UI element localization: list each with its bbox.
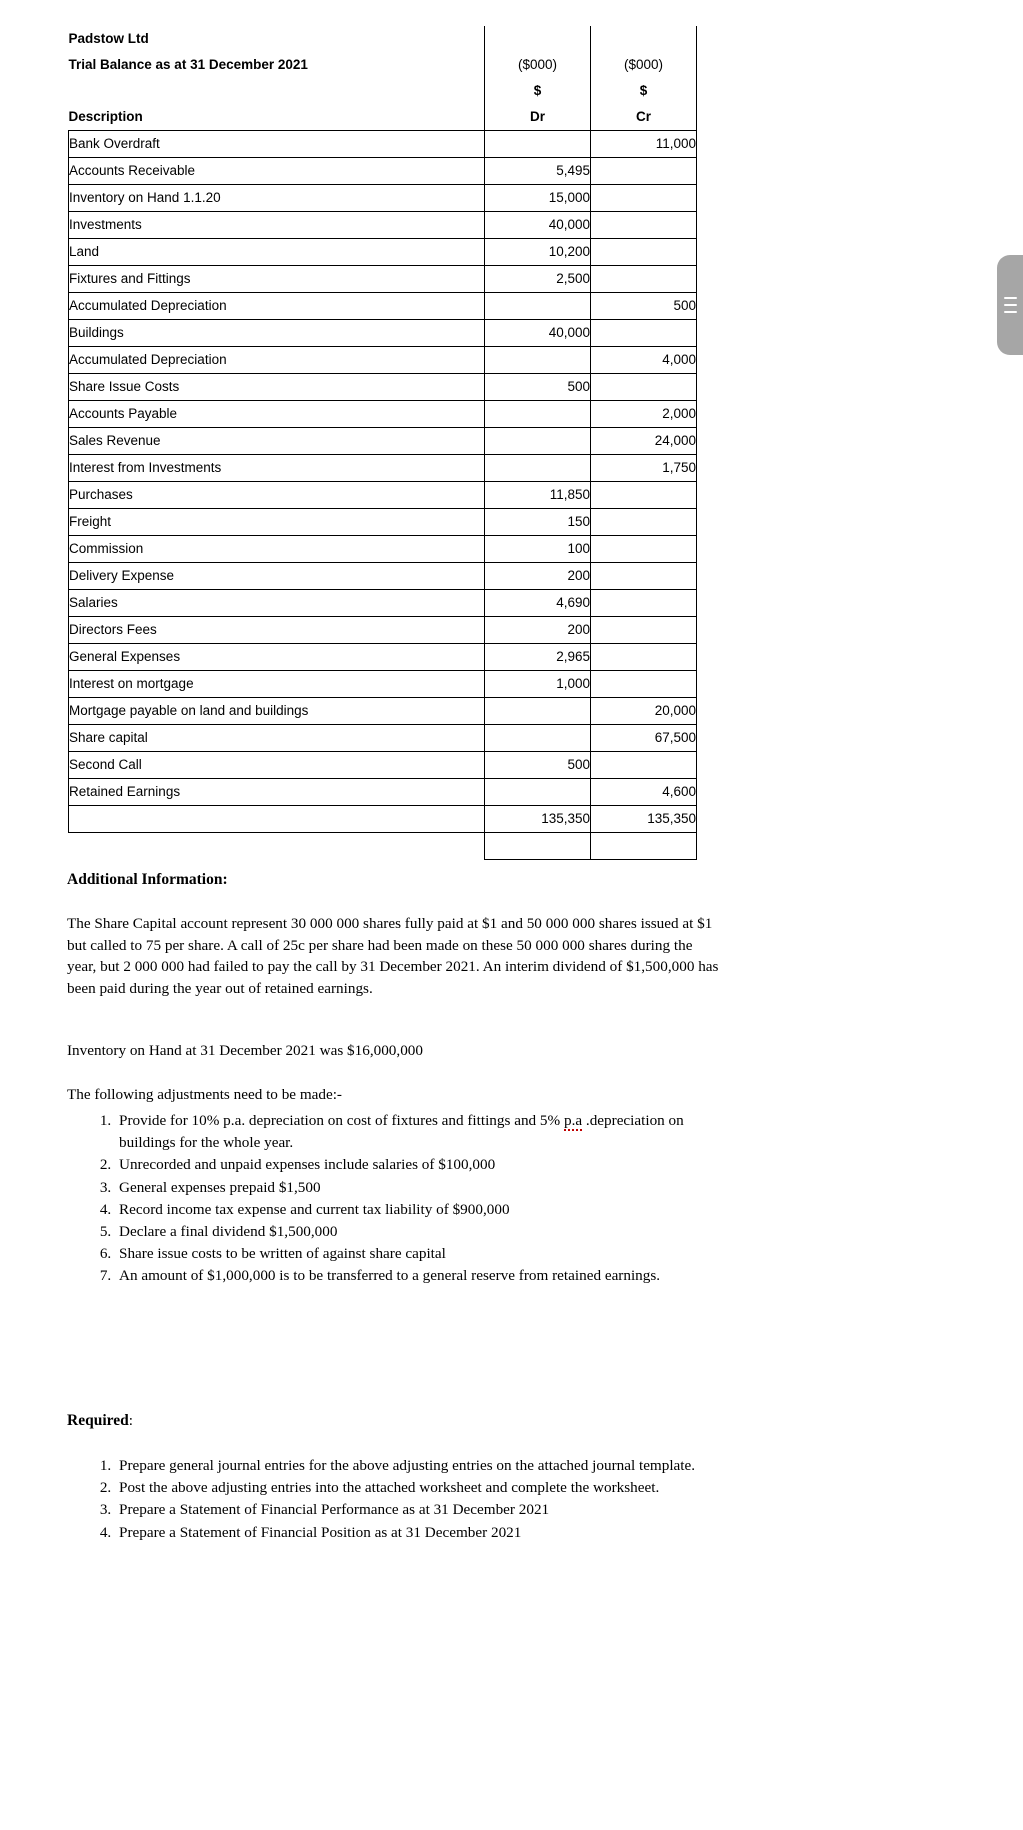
adjustments-list-wrap [67, 1110, 867, 1288]
dr-currency-symbol: $ [485, 78, 591, 104]
row-debit-amount [485, 131, 591, 158]
row-debit-amount [485, 428, 591, 455]
header-blank-cell [69, 78, 485, 104]
row-credit-amount [591, 536, 697, 563]
table-row [69, 320, 697, 347]
table-row [69, 509, 697, 536]
row-description: Land [69, 239, 485, 266]
table-header-row-columns [69, 104, 697, 131]
row-debit-amount: 2,500 [485, 266, 591, 293]
cr-column-spacer-top [591, 26, 697, 52]
row-description [69, 833, 485, 860]
row-description: Interest on mortgage [69, 671, 485, 698]
table-row [69, 698, 697, 725]
adjustments-intro: The following adjustments need to be made:- [67, 1086, 342, 1103]
row-credit-amount [591, 239, 697, 266]
row-credit-amount [591, 374, 697, 401]
row-description [69, 806, 485, 833]
share-capital-line-1: The Share Capital account represent 30 000 000 shares fully paid at $1 and 50 000 000 shares issued at $1 [67, 915, 713, 932]
row-credit-amount: 24,000 [591, 428, 697, 455]
row-description: Delivery Expense [69, 563, 485, 590]
row-credit-amount [591, 509, 697, 536]
row-credit-amount: 67,500 [591, 725, 697, 752]
row-credit-amount [591, 158, 697, 185]
required-heading: Required [67, 1412, 129, 1429]
cr-currency-symbol: $ [591, 78, 697, 104]
share-capital-line-2: but called to 75 per share. A call of 25c per share had been made on these 50 000 000 shares during the [67, 936, 693, 954]
row-debit-amount: 15,000 [485, 185, 591, 212]
row-credit-amount [591, 482, 697, 509]
row-debit-amount: 40,000 [485, 320, 591, 347]
row-description: Retained Earnings [69, 779, 485, 806]
row-debit-amount [485, 779, 591, 806]
table-row [69, 401, 697, 428]
row-credit-amount [591, 671, 697, 698]
row-description: Buildings [69, 320, 485, 347]
row-debit-amount: 10,200 [485, 239, 591, 266]
table-row [69, 428, 697, 455]
table-row [69, 347, 697, 374]
adjustment-item: 5. Declare a final dividend $1,500,000 [115, 1221, 867, 1243]
row-description: Accumulated Depreciation [69, 347, 485, 374]
required-heading-wrap [67, 1410, 867, 1432]
required-task-item: 1. Prepare general journal entries for the above adjusting entries on the attached journal template. [115, 1455, 867, 1477]
row-debit-amount: 1,000 [485, 671, 591, 698]
required-task-item: 4. Prepare a Statement of Financial Position as at 31 December 2021 [115, 1522, 867, 1544]
trial-balance-container [68, 26, 696, 860]
table-header-row-company [69, 26, 697, 52]
table-row [69, 617, 697, 644]
adjustments-list [67, 1110, 867, 1288]
row-credit-amount [591, 590, 697, 617]
adjustment-item: 2. Unrecorded and unpaid expenses include salaries of $100,000 [115, 1154, 867, 1176]
row-credit-amount [591, 266, 697, 293]
row-description: Inventory on Hand 1.1.20 [69, 185, 485, 212]
table-row [69, 536, 697, 563]
adjustment-item: 3. General expenses prepaid $1,500 [115, 1177, 867, 1199]
row-credit-amount: 500 [591, 293, 697, 320]
row-debit-amount [485, 347, 591, 374]
table-row [69, 131, 697, 158]
table-totals-row [69, 806, 697, 833]
table-header-row-title [69, 52, 697, 78]
table-row [69, 482, 697, 509]
handle-bar-2 [1004, 304, 1017, 306]
row-description: Accounts Receivable [69, 158, 485, 185]
dr-column-spacer-top [485, 26, 591, 52]
table-row [69, 671, 697, 698]
table-row [69, 725, 697, 752]
row-description: Purchases [69, 482, 485, 509]
row-credit-amount: 4,600 [591, 779, 697, 806]
row-credit-amount: 11,000 [591, 131, 697, 158]
row-debit-amount: 4,690 [485, 590, 591, 617]
row-description: Freight [69, 509, 485, 536]
table-row [69, 293, 697, 320]
row-description: Accounts Payable [69, 401, 485, 428]
row-debit-amount [485, 725, 591, 752]
row-credit-amount [591, 752, 697, 779]
row-credit-amount: 135,350 [591, 806, 697, 833]
table-trailing-row [69, 833, 697, 860]
row-debit-amount: 500 [485, 752, 591, 779]
required-task-item: 2. Post the above adjusting entries into the attached worksheet and complete the worksheet. [115, 1477, 867, 1499]
required-heading-colon: : [128, 1412, 133, 1429]
row-debit-amount: 100 [485, 536, 591, 563]
adjustment-text-cont: .depreciation on [582, 1112, 684, 1129]
row-debit-amount [485, 455, 591, 482]
table-row [69, 158, 697, 185]
adjustment-item: 6. Share issue costs to be written of against share capital [115, 1243, 867, 1265]
trial-balance-table [68, 26, 697, 860]
row-description: Share capital [69, 725, 485, 752]
row-debit-amount: 135,350 [485, 806, 591, 833]
adjustment-text-line2: buildings for the whole year. [119, 1134, 294, 1152]
row-credit-amount [591, 833, 697, 860]
row-debit-amount [485, 401, 591, 428]
table-header-row-currency [69, 78, 697, 104]
row-debit-amount [485, 698, 591, 725]
row-description: Accumulated Depreciation [69, 293, 485, 320]
row-description: Mortgage payable on land and buildings [69, 698, 485, 725]
company-name: Padstow Ltd [68, 31, 149, 47]
description-column-header: Description [68, 109, 143, 125]
table-row [69, 590, 697, 617]
row-credit-amount [591, 563, 697, 590]
hamburger-drag-handle-icon[interactable] [997, 255, 1023, 355]
cr-units-label: ($000) [591, 52, 697, 78]
row-debit-amount [485, 293, 591, 320]
row-description: Interest from Investments [69, 455, 485, 482]
row-description: Second Call [69, 752, 485, 779]
row-debit-amount: 150 [485, 509, 591, 536]
row-description: Sales Revenue [69, 428, 485, 455]
row-debit-amount: 11,850 [485, 482, 591, 509]
row-description: Commission [69, 536, 485, 563]
row-credit-amount: 20,000 [591, 698, 697, 725]
row-debit-amount: 5,495 [485, 158, 591, 185]
inventory-paragraph: Inventory on Hand at 31 December 2021 was $16,000,000 [67, 1042, 423, 1059]
adjustment-item [115, 1110, 867, 1154]
row-credit-amount: 1,750 [591, 455, 697, 482]
table-row [69, 563, 697, 590]
row-debit-amount: 2,965 [485, 644, 591, 671]
dr-column-header: Dr [485, 104, 591, 131]
row-debit-amount: 500 [485, 374, 591, 401]
adjustments-intro-wrap [67, 1084, 867, 1106]
row-debit-amount [485, 833, 591, 860]
table-row [69, 185, 697, 212]
row-description: Salaries [69, 590, 485, 617]
handle-bar-3 [1004, 311, 1017, 313]
adjustment-item: 4. Record income tax expense and current tax liability of $900,000 [115, 1199, 867, 1221]
row-description: Directors Fees [69, 617, 485, 644]
row-credit-amount [591, 617, 697, 644]
row-description: General Expenses [69, 644, 485, 671]
additional-information-heading: Additional Information: [67, 871, 228, 888]
row-credit-amount: 2,000 [591, 401, 697, 428]
additional-information-heading-wrap [67, 869, 867, 891]
table-row [69, 239, 697, 266]
required-list-wrap [67, 1455, 867, 1544]
row-description: Share Issue Costs [69, 374, 485, 401]
inventory-paragraph-wrap [67, 1040, 867, 1062]
handle-bar-1 [1004, 297, 1017, 299]
table-row [69, 374, 697, 401]
row-description: Fixtures and Fittings [69, 266, 485, 293]
table-row [69, 266, 697, 293]
spelling-flagged-text: p.a [563, 1112, 583, 1129]
statement-title: Trial Balance as at 31 December 2021 [68, 57, 308, 73]
row-description: Bank Overdraft [69, 131, 485, 158]
required-task-item: 3. Prepare a Statement of Financial Performance as at 31 December 2021 [115, 1499, 867, 1521]
dr-units-label: ($000) [485, 52, 591, 78]
cr-column-header: Cr [591, 104, 697, 131]
share-capital-paragraph [67, 913, 867, 999]
row-credit-amount [591, 185, 697, 212]
row-credit-amount [591, 320, 697, 347]
row-description: Investments [69, 212, 485, 239]
table-row [69, 455, 697, 482]
required-tasks-list [67, 1455, 867, 1544]
table-row [69, 644, 697, 671]
row-credit-amount [591, 212, 697, 239]
table-row [69, 752, 697, 779]
row-credit-amount [591, 644, 697, 671]
row-debit-amount: 200 [485, 563, 591, 590]
share-capital-line-4: been paid during the year out of retained earnings. [67, 979, 373, 997]
trial-balance-body [69, 26, 697, 860]
adjustment-item: 7. An amount of $1,000,000 is to be transferred to a general reserve from retained earnings. [115, 1265, 867, 1287]
share-capital-line-3: year, but 2 000 000 had failed to pay the call by 31 December 2021. An interim dividend of $1,500,000 has [67, 958, 719, 976]
table-row [69, 779, 697, 806]
row-debit-amount: 40,000 [485, 212, 591, 239]
row-debit-amount: 200 [485, 617, 591, 644]
adjustment-text: Provide for 10% p.a. depreciation on cost of fixtures and fittings and 5% [119, 1112, 564, 1129]
row-credit-amount: 4,000 [591, 347, 697, 374]
table-row [69, 212, 697, 239]
